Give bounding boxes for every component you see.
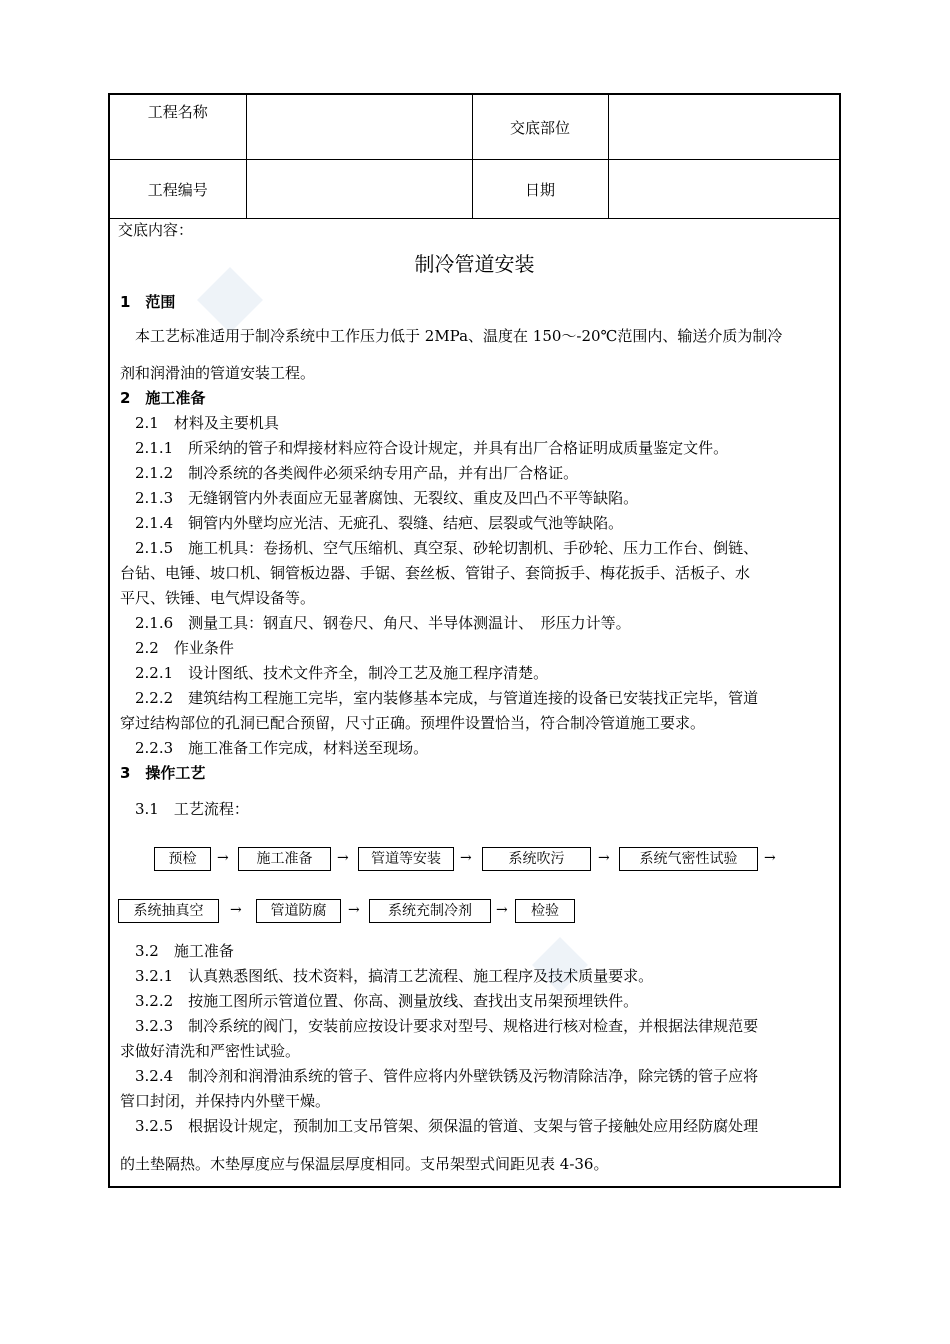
doc-title: 制冷管道安装 (414, 252, 535, 276)
paragraph-line: 3.2 施工准备 (135, 942, 234, 960)
paragraph-line: 2.1.6 测量工具：钢直尺、钢卷尺、角尺、半导体测温计、 形压力计等。 (135, 614, 631, 632)
project-no-label: 工程编号 (110, 160, 246, 219)
section-heading: 3 操作工艺 (120, 764, 206, 782)
flow-arrow: → (496, 902, 508, 918)
flow-arrow: → (230, 902, 242, 918)
content-label: 交底内容： (118, 221, 194, 239)
document-frame (108, 93, 841, 1188)
paragraph-line: 台钻、电锤、坡口机、铜管板边器、手锯、套丝板、管钳子、套筒扳手、梅花扳手、活板子、水 (120, 564, 751, 582)
paragraph-line: 求做好清洗和严密性试验。 (120, 1042, 301, 1060)
paragraph-line: 3.2.3 制冷系统的阀门，安装前应按设计要求对型号、规格进行核对检查，并根据法律规范要 (135, 1017, 759, 1035)
paragraph-line: 剂和润滑油的管道安装工程。 (120, 364, 316, 382)
paragraph-line: 3.2.5 根据设计规定，预制加工支吊管架、须保温的管道、支架与管子接触处应用经防腐处理 (135, 1117, 759, 1135)
project-name-label: 工程名称 (110, 95, 246, 160)
flow-step: 管道防腐 (256, 899, 341, 923)
watermark-logo (530, 935, 590, 995)
paragraph-line: 2.1.1 所采纳的管子和焊接材料应符合设计规定，并具有出厂合格证明成质量鉴定文件。 (135, 439, 729, 457)
paragraph-line: 2.2.1 设计图纸、技术文件齐全，制冷工艺及施工程序清楚。 (135, 664, 549, 682)
date-label: 日期 (472, 160, 608, 219)
section-heading: 2 施工准备 (120, 389, 206, 407)
paragraph-line: 2.1.3 无缝钢管内外表面应无显著腐蚀、无裂纹、重皮及凹凸不平等缺陷。 (135, 489, 639, 507)
paragraph-line: 2.1 材料及主要机具 (135, 414, 279, 432)
flow-step: 预检 (154, 847, 211, 871)
flow-arrow: → (217, 850, 229, 866)
paragraph-line: 3.1 工艺流程： (135, 800, 249, 818)
flow-arrow: → (460, 850, 472, 866)
paragraph-line: 2.1.5 施工机具：卷扬机、空气压缩机、真空泵、砂轮切割机、手砂轮、压力工作台、倒链、 (135, 539, 759, 557)
paragraph-line: 管口封闭，并保持内外壁干燥。 (120, 1092, 331, 1110)
paragraph-line: 的土垫隔热。木垫厚度应与保温层厚度相同。支吊架型式间距见表 4-36。 (120, 1155, 609, 1173)
flow-step: 管道等安装 (358, 847, 454, 871)
flow-arrow: → (337, 850, 349, 866)
paragraph-line: 3.2.1 认真熟悉图纸、技术资料，搞清工艺流程、施工程序及技术质量要求。 (135, 967, 654, 985)
flow-step: 系统充制冷剂 (369, 899, 491, 923)
paragraph-line: 穿过结构部位的孔洞已配合预留，尺寸正确。预埋件设置恰当，符合制冷管道施工要求。 (120, 714, 706, 732)
paragraph-line: 2.1.2 制冷系统的各类阀件必须采纳专用产品，并有出厂合格证。 (135, 464, 579, 482)
project-name-value[interactable] (246, 95, 472, 160)
paragraph-line: 2.2 作业条件 (135, 639, 234, 657)
header-table (110, 95, 839, 219)
paragraph-line: 3.2.4 制冷剂和润滑油系统的管子、管件应将内外壁铁锈及污物清除洁净，除完锈的管子应将 (135, 1067, 759, 1085)
paragraph-line: 3.2.2 按施工图所示管道位置、你高、测量放线、查找出支吊架预埋铁件。 (135, 992, 639, 1010)
location-value[interactable] (608, 95, 839, 160)
flow-step: 系统气密性试验 (619, 847, 758, 871)
flow-step: 检验 (515, 899, 575, 923)
paragraph-line: 2.2.2 建筑结构工程施工完毕，室内装修基本完成，与管道连接的设备已安装找正完毕，管道 (135, 689, 759, 707)
flow-step: 系统抽真空 (118, 899, 219, 923)
location-label: 交底部位 (472, 95, 608, 160)
flow-arrow: → (764, 850, 776, 866)
paragraph-line: 2.1.4 铜管内外壁均应光洁、无疵孔、裂缝、结疤、层裂或气池等缺陷。 (135, 514, 624, 532)
watermark-logo (195, 265, 265, 335)
paragraph-line: 平尺、铁锤、电气焊设备等。 (120, 589, 316, 607)
flow-arrow: → (348, 902, 360, 918)
paragraph-line: 2.2.3 施工准备工作完成，材料送至现场。 (135, 739, 429, 757)
project-no-value[interactable] (246, 160, 472, 219)
date-value[interactable] (608, 160, 839, 219)
flow-step: 系统吹污 (482, 847, 591, 871)
paragraph-line: 本工艺标准适用于制冷系统中工作压力低于 2MPa、温度在 150～-20℃范围内、输送介质为制冷 (135, 327, 783, 345)
flow-step: 施工准备 (238, 847, 331, 871)
section-heading: 1 范围 (120, 293, 176, 311)
flow-arrow: → (598, 850, 610, 866)
